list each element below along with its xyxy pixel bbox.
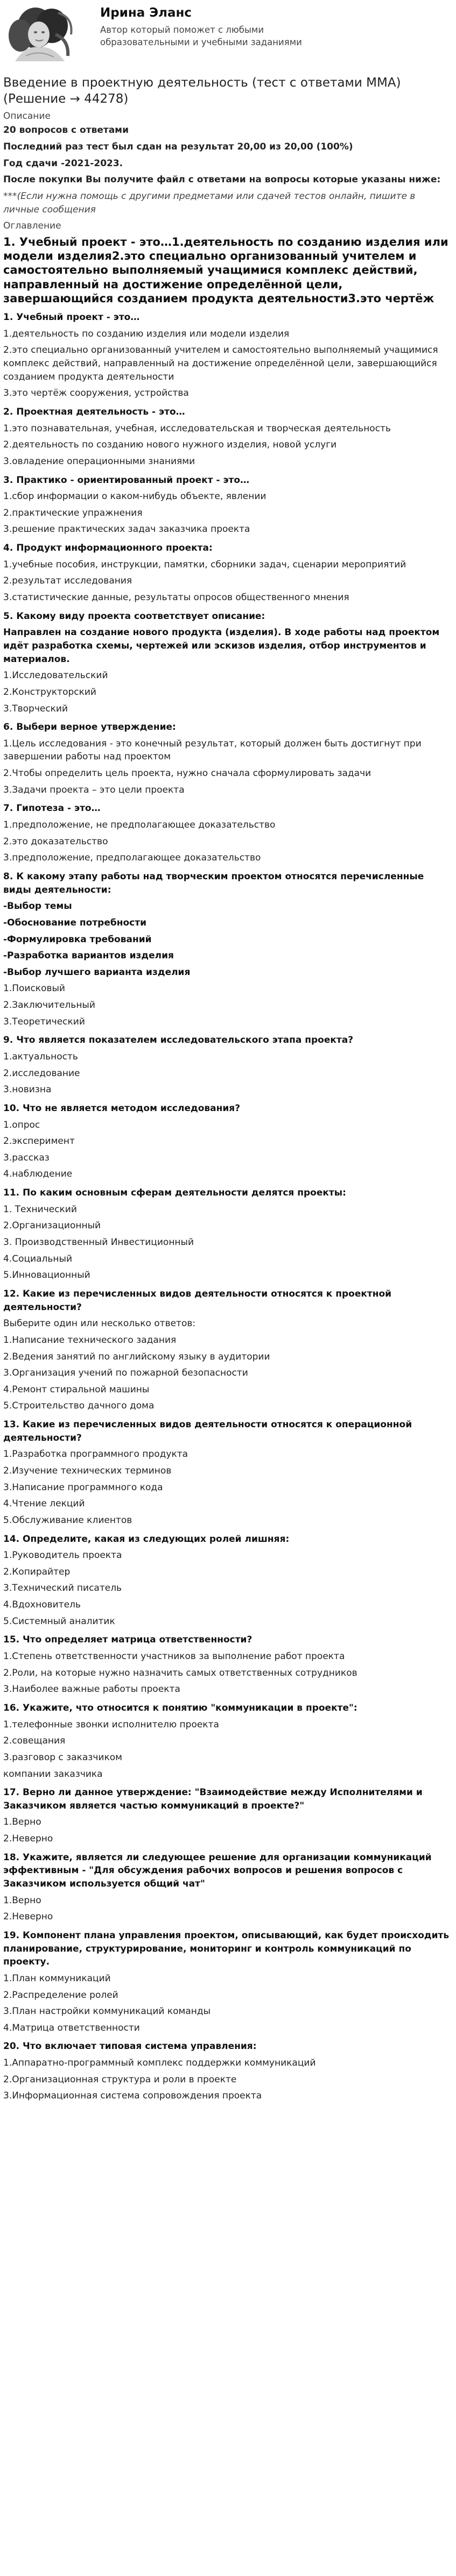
answer-option: 5.Обслуживание клиентов (3, 1514, 132, 1526)
answer-option: 2.Изучение технических терминов (3, 1465, 172, 1476)
answer-option: 1.деятельность по созданию изделия или модели изделия (3, 328, 290, 339)
answer-option: 4.наблюдение (3, 1169, 73, 1180)
question-block (3, 1929, 453, 2034)
answer-option: 2.исследование (3, 1068, 80, 1079)
question-title: 4. Продукт информационного проекта: (3, 543, 213, 554)
answer-option: 3.План настройки коммуникаций команды (3, 2006, 211, 2017)
answer-option: 4.Социальный (3, 1253, 72, 1264)
question-title: 2. Проектная деятельность - это… (3, 407, 185, 417)
answer-option: 3.Творческий (3, 703, 68, 714)
answer-option: 5.Системный аналитик (3, 1616, 115, 1627)
answer-option: 3. Производственный Инвестиционный (3, 1237, 194, 1248)
question-item: -Выбор лучшего варианта изделия (3, 966, 191, 978)
document-title: Введение в проектную деятельность (тест с ответами ММА) (Решение → 44278) (3, 76, 401, 106)
answer-option: 3.предположение, предполагающее доказательство (3, 852, 261, 864)
question-title: 12. Какие из перечисленных видов деятельности относятся к проектной деятельности? (3, 1288, 392, 1313)
answer-option: 3.Написание программного кода (3, 1482, 163, 1493)
answer-option: 3.Наиболее важные работы проекта (3, 1684, 180, 1695)
answer-option: 2.Роли, на которые нужно назначить самых ответственных сотрудников (3, 1667, 357, 1678)
answer-option: 4.Вдохновитель (3, 1599, 81, 1611)
answer-option: 2.Неверно (3, 1833, 53, 1845)
question-item: -Разработка вариантов изделия (3, 950, 174, 962)
question-block (3, 1034, 453, 1097)
answer-option: 1.Цель исследования - это конечный результат, который должен быть достигнут при завершении работы над проектом (3, 738, 422, 763)
question-block (3, 2040, 453, 2103)
question-block (3, 311, 453, 400)
question-title: 7. Гипотеза - это… (3, 803, 101, 814)
answer-option: 2.Заключительный (3, 1000, 95, 1011)
question-title: 20. Что включает типовая система управления: (3, 2041, 257, 2052)
answer-option: 2.Организационная структура и роли в проекте (3, 2074, 237, 2085)
question-title: 3. Практико - ориентированный проект - это… (3, 474, 250, 486)
answer-option: 4.Матрица ответственности (3, 2022, 140, 2033)
help-note: ***(Если нужна помощь с другими предметами или сдачей тестов онлайн, пишите в личные сообщения (3, 190, 416, 215)
question-block (3, 1533, 453, 1628)
author-name[interactable]: Ирина Эланс (100, 6, 192, 20)
question-block (3, 1287, 453, 1413)
after-purchase-note: После покупки Вы получите файл с ответами на вопросы которые указаны ниже: (3, 174, 441, 186)
questions-list (3, 311, 453, 2103)
question-title: 19. Компонент плана управления проектом, описывающий, как будет происходить планирование, структурирование, мониторинг и контроль коммуникаций по проекту. (3, 1930, 450, 1968)
question-title: 14. Определите, какая из следующих ролей лишняя: (3, 1533, 290, 1545)
question-block (3, 405, 453, 468)
answer-option: 2.деятельность по созданию нового нужного изделия, новой услуги (3, 439, 337, 451)
question-block (3, 1851, 453, 1924)
question-title: 6. Выбери верное утверждение: (3, 722, 176, 733)
question-count: 20 вопросов с ответами (3, 125, 129, 136)
question-title: 13. Какие из перечисленных видов деятельности относятся к операционной деятельности? (3, 1419, 412, 1443)
answer-option: 3.решение практических задач заказчика проекта (3, 524, 250, 535)
answer-option: 1.Степень ответственности участников за выполнение работ проекта (3, 1651, 345, 1662)
question-title: 11. По каким основным сферам деятельности делятся проекты: (3, 1187, 346, 1199)
answer-option: 2.результат исследования (3, 575, 132, 587)
answer-option: 1.предположение, не предполагающее доказательство (3, 820, 276, 831)
author-info (100, 2, 353, 48)
question-block (3, 1102, 453, 1181)
answer-option: 3.Организация учений по пожарной безопасности (3, 1368, 248, 1379)
answer-option: 2.Конструкторский (3, 686, 96, 698)
question-title: 18. Укажите, является ли следующее решение для организации коммуникаций эффективным - "Для обсуждения рабочих вопросов и решения вопросов с Заказчиком используется общий чат" (3, 1852, 432, 1890)
avatar[interactable] (4, 2, 85, 61)
question-block (3, 610, 453, 715)
question-title: 10. Что не является методом исследования? (3, 1102, 241, 1114)
question-title: 15. Что определяет матрица ответственности? (3, 1634, 252, 1646)
answer-option: 1.Верно (3, 1895, 41, 1906)
question-item: -Формулировка требований (3, 934, 152, 945)
answer-option: 1.Разработка программного продукта (3, 1449, 188, 1460)
answer-option: 2.это специально организованный учителем и самостоятельно выполняемый учащимися комплекс действий, направленный на достижение определённой цели, завершающийся созданием продукта деятельности (3, 345, 438, 382)
answer-option: 3.Задачи проекта – это цели проекта (3, 784, 185, 795)
answer-option: 3.разговор с заказчиком (3, 1752, 122, 1763)
question-block (3, 802, 453, 865)
answer-option: 1.Аппаратно-программный комплекс поддержки коммуникаций (3, 2058, 316, 2069)
question-instruction: Выберите один или несколько ответов: (3, 1318, 196, 1329)
answer-option: 1.сбор информации о каком-нибудь объекте, явлении (3, 491, 266, 502)
question-block (3, 1633, 453, 1696)
answer-option: 2.это доказательство (3, 836, 108, 847)
avatar-image (4, 2, 85, 61)
question-block (3, 721, 453, 796)
toc-label: Оглавление (3, 220, 61, 232)
answer-option: 1.опрос (3, 1119, 40, 1130)
answer-option: 3.новизна (3, 1084, 52, 1095)
answer-option: 2.совещания (3, 1735, 66, 1747)
answer-option: 4.Ремонт стиральной машины (3, 1384, 150, 1395)
year-info: Год сдачи -2021-2023. (3, 158, 123, 169)
question-block (3, 1786, 453, 1846)
answer-option: 3.Информационная система сопровождения проекта (3, 2090, 262, 2102)
question-block (3, 1702, 453, 1781)
answer-option: 3.Технический писатель (3, 1583, 122, 1594)
answer-option: 3.статистические данные, результаты опросов общественного мнения (3, 592, 349, 603)
question-item: -Обоснование потребности (3, 917, 147, 928)
last-result: Последний раз тест был сдан на результат 20,00 из 20,00 (100%) (3, 141, 353, 153)
answer-option: 2.Распределение ролей (3, 1989, 118, 2001)
toc-heading: 1. Учебный проект - это…1.деятельность по созданию изделия или модели изделия2.это специально организованный учителем и самостоятельно выполняемый учащимися комплекс действий, направленный на достижение определённой цели, завершающийся созданием продукта деятельности3.это чертёж (3, 235, 448, 305)
answer-option: 3.это чертёж сооружения, устройства (3, 388, 189, 399)
answer-option: 3.Теоретический (3, 1016, 85, 1027)
question-text: Направлен на создание нового продукта (изделия). В ходе работы над проектом идёт разработка схемы, чертежей или эскизов изделия, отбор инструментов и материалов. (3, 627, 440, 665)
answer-option: 5.Строительство дачного дома (3, 1400, 155, 1412)
answer-option: 3.рассказ (3, 1152, 50, 1163)
question-title: 8. К какому этапу работы над творческим проектом относятся перечисленные виды деятельности: (3, 871, 424, 895)
question-title: 1. Учебный проект - это… (3, 312, 140, 323)
answer-option: 5.Инновационный (3, 1270, 90, 1281)
question-block (3, 870, 453, 1028)
question-title: 17. Верно ли данное утверждение: "Взаимодействие между Исполнителями и Заказчиком является частью коммуникаций в проекте?" (3, 1787, 423, 1811)
answer-option: 2.Организационный (3, 1220, 101, 1232)
question-title: 5. Какому виду проекта соответствует описание: (3, 610, 265, 622)
answer-option: 2.Неверно (3, 1911, 53, 1923)
answer-option: 2.Чтобы определить цель проекта, нужно сначала сформулировать задачи (3, 768, 371, 779)
question-block (3, 1418, 453, 1527)
question-block (3, 1186, 453, 1282)
answer-option: 1.телефонные звонки исполнителю проекта (3, 1719, 219, 1730)
question-item: -Выбор темы (3, 901, 72, 912)
question-block (3, 474, 453, 537)
answer-option: 1.это познавательная, учебная, исследовательская и творческая деятельность (3, 423, 391, 434)
description-label: Описание (3, 110, 51, 122)
answer-option: 1.учебные пособия, инструкции, памятки, сборники задач, сценарии мероприятий (3, 559, 406, 570)
answer-option: 4.Чтение лекций (3, 1498, 85, 1510)
answer-option: 2.Ведения занятий по английскому языку в аудитории (3, 1351, 270, 1362)
answer-option: 2.Копирайтер (3, 1566, 71, 1577)
author-block (3, 2, 453, 66)
answer-option: 1.Верно (3, 1817, 41, 1828)
answer-option: 1.актуальность (3, 1051, 78, 1062)
answer-option: 1.Поисковый (3, 983, 65, 994)
question-block (3, 542, 453, 604)
answer-option: 1.Руководитель проекта (3, 1550, 122, 1561)
answer-option: 2.эксперимент (3, 1136, 75, 1147)
answer-option: 1.Исследовательский (3, 670, 108, 681)
answer-option: 1.Написание технического задания (3, 1334, 177, 1346)
answer-option: компании заказчика (3, 1768, 103, 1780)
question-title: 9. Что является показателем исследовательского этапа проекта? (3, 1035, 354, 1046)
answer-option: 1.План коммуникаций (3, 1973, 111, 1984)
question-title: 16. Укажите, что относится к понятию "коммуникации в проекте": (3, 1702, 357, 1713)
answer-option: 3.овладение операционными знаниями (3, 456, 195, 467)
answer-option: 2.практические упражнения (3, 507, 143, 518)
answer-option: 1. Технический (3, 1204, 77, 1215)
author-description: Автор который поможет с любыми образовательными и учебными заданиями (100, 25, 302, 47)
